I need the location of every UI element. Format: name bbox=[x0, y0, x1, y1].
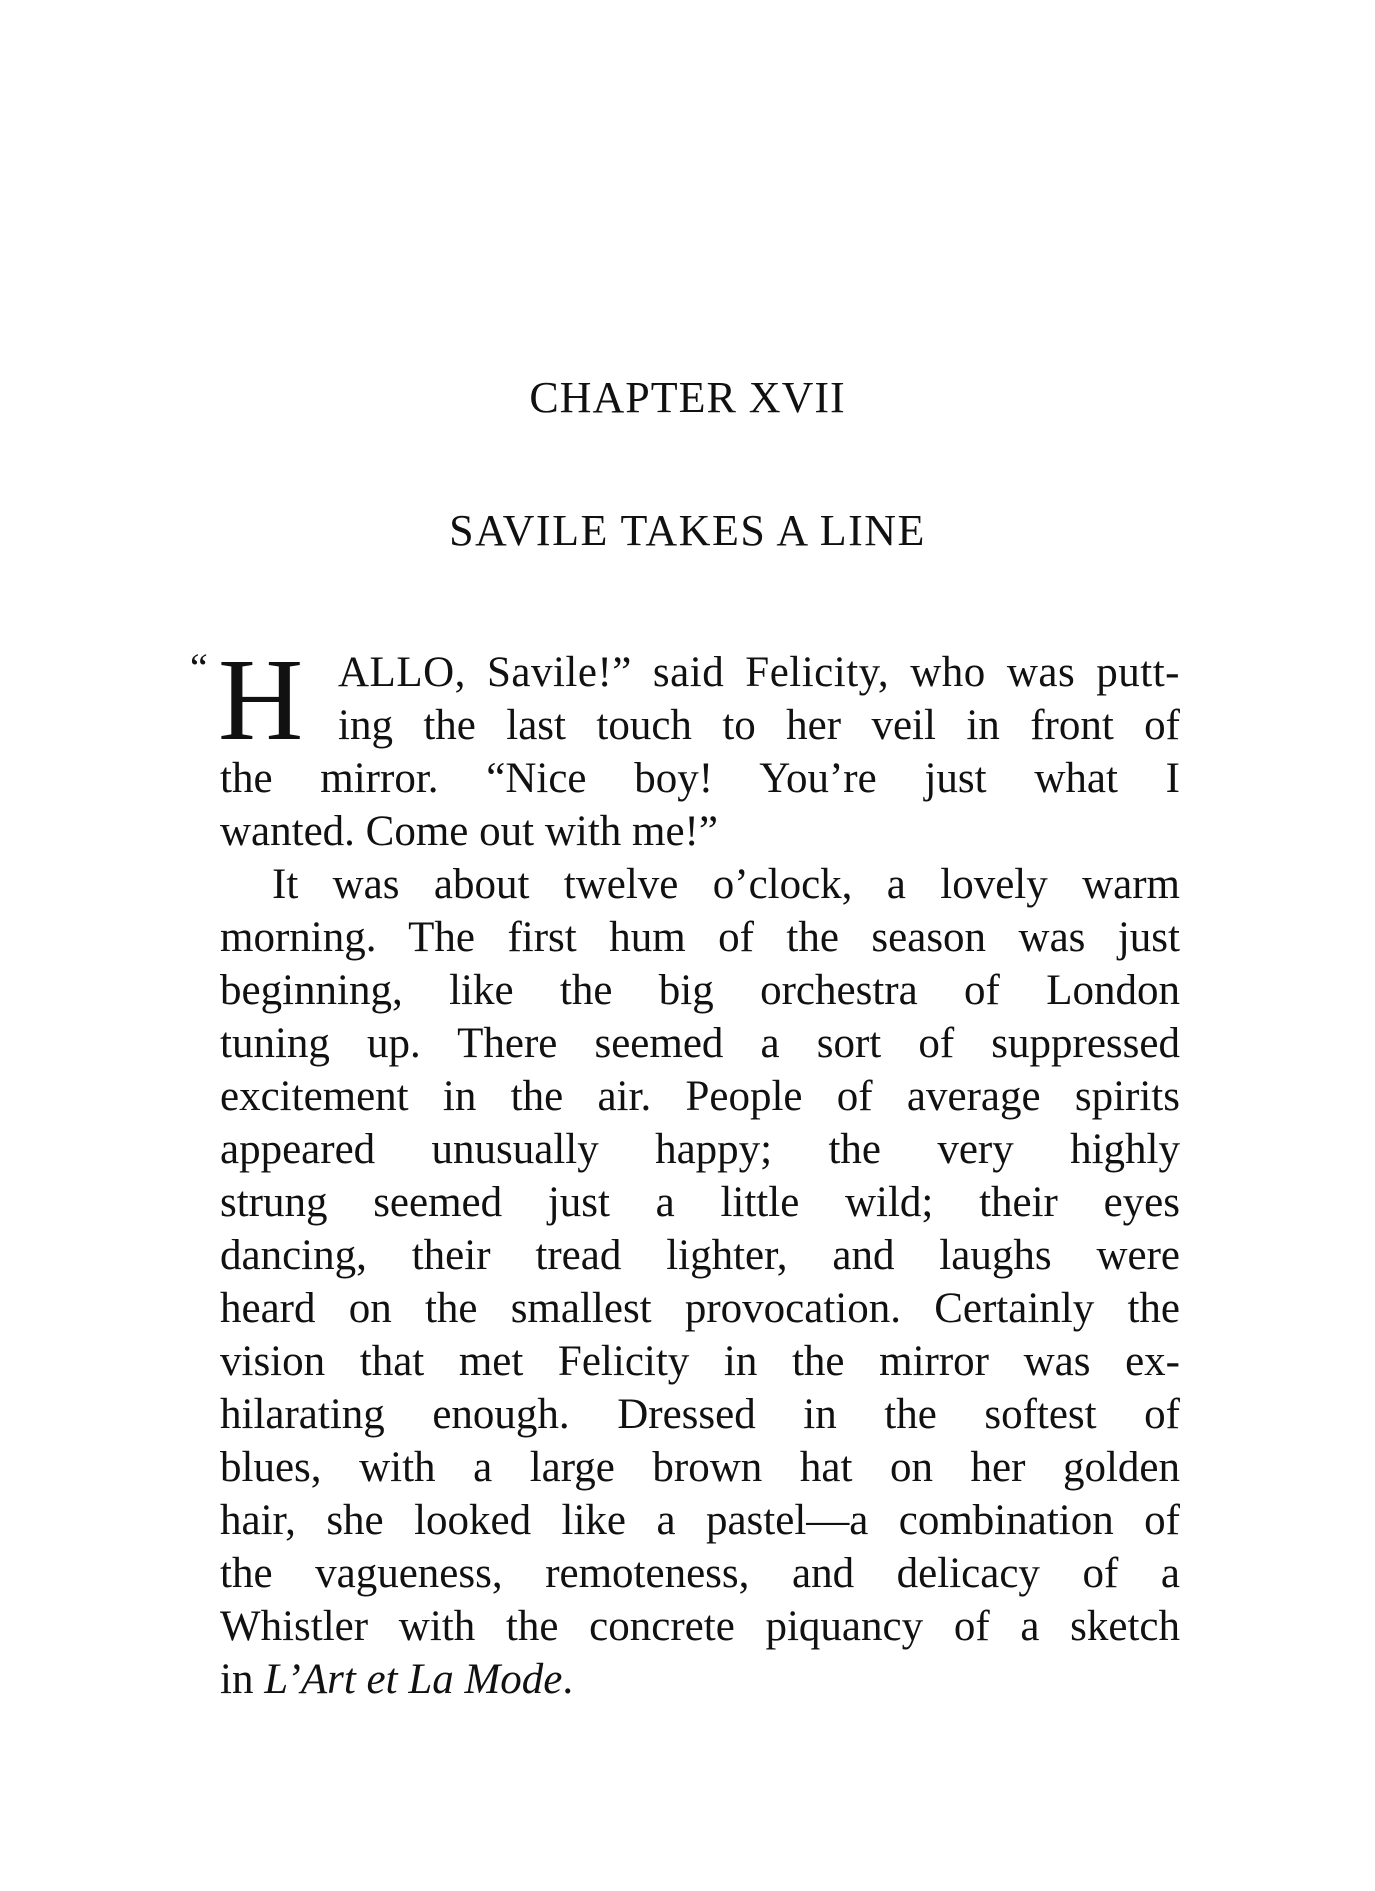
final-line-prefix: in bbox=[220, 1656, 265, 1703]
text-line: beginning, like the big orchestra of London bbox=[220, 967, 1180, 1014]
text-line: ing the last touch to her veil in front of bbox=[338, 702, 1180, 749]
text-line: tuning up. There seemed a sort of suppressed bbox=[220, 1020, 1180, 1067]
text-line: blues, with a large brown hat on her golden bbox=[220, 1444, 1180, 1491]
text-line: the mirror. “Nice boy! You’re just what I bbox=[220, 755, 1180, 802]
text-line: ALLO, Savile!” said Felicity, who was putt- bbox=[338, 649, 1180, 696]
paragraph-2 bbox=[220, 858, 1180, 1706]
italic-title: L’Art et La Mode bbox=[264, 1656, 563, 1703]
text-line: hair, she looked like a pastel—a combination of bbox=[220, 1497, 1180, 1544]
text-line: appeared unusually happy; the very highly bbox=[220, 1126, 1180, 1173]
text-line: vision that met Felicity in the mirror was ex- bbox=[220, 1338, 1180, 1385]
chapter-number: CHAPTER XVII bbox=[529, 373, 846, 422]
drop-cap: H bbox=[218, 634, 304, 765]
text-line: wanted. Come out with me!” bbox=[220, 808, 718, 855]
final-line-suffix: . bbox=[562, 1656, 574, 1703]
body-text bbox=[190, 634, 1180, 1706]
text-line-final bbox=[220, 1653, 1180, 1706]
opening-quote: “ bbox=[190, 645, 208, 690]
text-line: excitement in the air. People of average spirits bbox=[220, 1073, 1180, 1120]
text-line: Whistler with the concrete piquancy of a sketch bbox=[220, 1603, 1180, 1650]
text-line: hilarating enough. Dressed in the softest of bbox=[220, 1391, 1180, 1438]
text-line: the vagueness, remoteness, and delicacy of a bbox=[220, 1550, 1180, 1597]
text-line: morning. The first hum of the season was just bbox=[220, 914, 1180, 961]
text-line: heard on the smallest provocation. Certainly the bbox=[220, 1285, 1180, 1332]
text-line: It was about twelve o’clock, a lovely warm bbox=[272, 861, 1180, 908]
text-line: dancing, their tread lighter, and laughs were bbox=[220, 1232, 1180, 1279]
text-line: strung seemed just a little wild; their eyes bbox=[220, 1179, 1180, 1226]
paragraph-1 bbox=[190, 634, 1180, 858]
chapter-title: SAVILE TAKES A LINE bbox=[449, 506, 926, 555]
